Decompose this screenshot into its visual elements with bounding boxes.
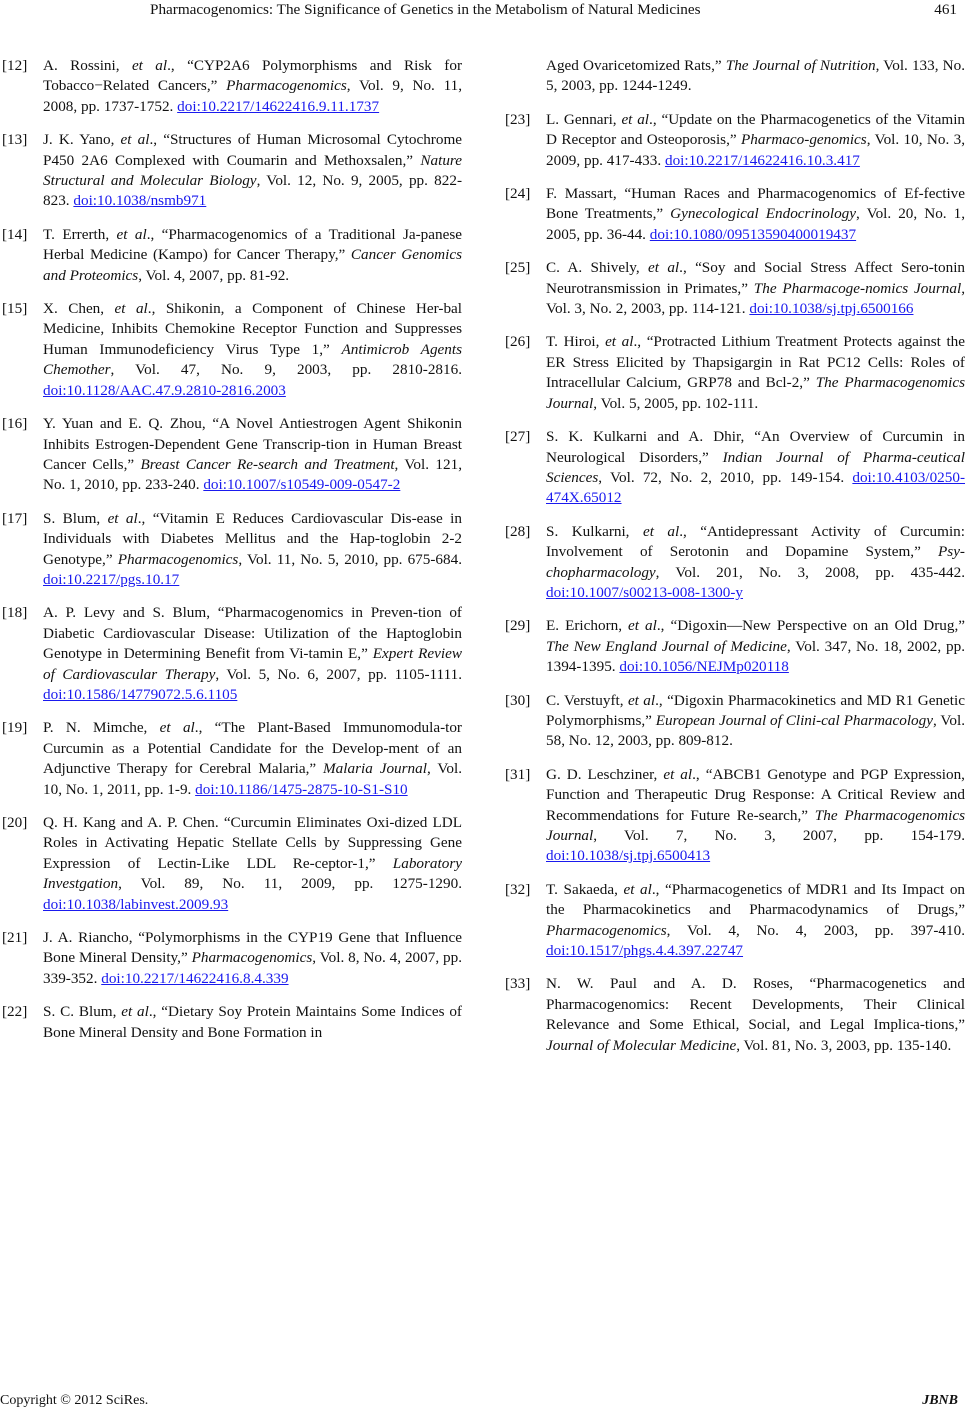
reference-segment: ., “Structures of Human Microsomal Cytochrome P450 2A6 Complexed with Coumarin and Methoxsalen,” bbox=[43, 131, 462, 169]
reference-segment: , Vol. 9, No. 11, 2008, pp. 1737-1752. bbox=[43, 77, 463, 115]
reference-entry bbox=[503, 880, 965, 962]
reference-segment: L. Gennari, bbox=[546, 110, 622, 128]
reference-number: [26] bbox=[505, 333, 531, 351]
reference-number: [31] bbox=[505, 765, 531, 783]
reference-segment: , Vol. 347, No. 18, 2002, pp. 1394-1395. bbox=[546, 637, 966, 676]
reference-text bbox=[546, 184, 965, 245]
journal-title: Nature Structural and Molecular Biology bbox=[43, 151, 462, 190]
doi-link[interactable]: doi:10.1038/nsmb971 bbox=[73, 192, 207, 210]
reference-segment: A. Rossini, bbox=[43, 57, 132, 74]
reference-entry bbox=[0, 928, 462, 989]
doi-link[interactable]: doi:10.2217/14622416.8.4.339 bbox=[101, 969, 289, 987]
reference-text bbox=[546, 691, 965, 752]
running-title: Pharmacogenomics: The Significance of Genetics in the Metabolism of Natural Medicines bbox=[150, 1, 701, 18]
journal-title: et al bbox=[116, 225, 147, 243]
journal-title: Expert Review of Cardiovascular Therapy bbox=[43, 645, 462, 683]
reference-number: [27] bbox=[505, 428, 531, 446]
doi-link[interactable]: doi:10.1007/s10549-009-0547-2 bbox=[203, 476, 401, 494]
journal-title: The New England Journal of Medicine bbox=[546, 637, 787, 655]
reference-entry bbox=[0, 813, 462, 915]
journal-title: Pharmacogenomics bbox=[117, 550, 239, 568]
journal-title: The Journal of Nutrition bbox=[725, 57, 876, 74]
journal-title: Pharmacogenomics bbox=[191, 949, 313, 967]
reference-text bbox=[546, 616, 965, 677]
journal-title: et al bbox=[627, 691, 656, 709]
reference-segment: , Vol. 10, No. 3, 2009, pp. 417-433. bbox=[546, 131, 965, 169]
reference-number: [16] bbox=[2, 415, 28, 433]
reference-segment: ., “Digoxin—New Perspective on an Old Drug,” bbox=[656, 617, 965, 635]
reference-segment: C. A. Shively, bbox=[546, 259, 649, 277]
journal-title: Pharmacogenomics bbox=[546, 921, 667, 939]
reference-segment: ., “Update on the Pharmacogenetics of the Vitamin D Receptor and Osteoporosis,” bbox=[546, 110, 966, 149]
reference-text bbox=[43, 509, 462, 591]
reference-entry bbox=[0, 603, 462, 705]
journal-abbreviation: JBNB bbox=[922, 1393, 958, 1408]
reference-segment: ., Shikonin, a Component of Chinese Her-bal Medicine, Inhibits Chemokine Receptor Function and Suppresses Human Immunodeficiency Virus Type 1,” bbox=[43, 300, 462, 358]
reference-segment: F. Massart, “Human Races and Pharmacogenomics of Ef-fective Bone Treatments,” bbox=[546, 185, 965, 223]
reference-text bbox=[546, 110, 965, 171]
journal-title: et al bbox=[107, 509, 138, 527]
reference-segment: , Vol. 11, No. 5, 2010, pp. 675-684. bbox=[238, 550, 462, 568]
reference-segment: S. K. Kulkarni and A. Dhir, “An Overview of Curcumin in Neurological Disorders,” bbox=[546, 428, 965, 466]
doi-link[interactable]: doi:10.4103/0250-474X.65012 bbox=[546, 468, 965, 507]
reference-text bbox=[43, 414, 462, 496]
reference-entry bbox=[503, 258, 965, 319]
journal-title: Pharmaco-genomics bbox=[741, 131, 867, 149]
reference-entry bbox=[503, 56, 965, 97]
reference-segment: T. Sakaeda, bbox=[546, 880, 624, 898]
reference-text bbox=[43, 299, 462, 401]
reference-entry bbox=[0, 718, 462, 800]
reference-entry bbox=[503, 691, 965, 752]
reference-entry bbox=[503, 765, 965, 867]
reference-segment: Y. Yuan and E. Q. Zhou, “A Novel Antiestrogen Agent Shikonin Inhibits Estrogen-Dependent Gene Transcrip-tion in Human Breast Cancer Cells,” bbox=[43, 415, 462, 473]
reference-number: [33] bbox=[505, 975, 531, 993]
reference-segment: S. C. Blum, bbox=[43, 1003, 122, 1021]
reference-text bbox=[43, 225, 462, 286]
reference-number: [13] bbox=[2, 131, 28, 149]
reference-segment: , Vol. 89, No. 11, 2009, pp. 1275-1290. bbox=[118, 875, 462, 893]
journal-title: et al bbox=[642, 522, 680, 540]
reference-number: [19] bbox=[2, 719, 28, 737]
reference-number: [17] bbox=[2, 509, 28, 527]
reference-entry bbox=[503, 110, 965, 171]
doi-link[interactable]: doi:10.2217/14622416.10.3.417 bbox=[664, 151, 860, 169]
reference-segment: G. D. Leschziner, bbox=[546, 765, 664, 783]
journal-title: et al bbox=[114, 300, 148, 318]
journal-title: Cancer Genomics and Proteomics bbox=[43, 246, 462, 284]
doi-link[interactable]: doi:10.1586/14779072.5.6.1105 bbox=[43, 685, 238, 703]
reference-segment: ., “CYP2A6 Polymorphisms and Risk for Tobacco−Related Cancers,” bbox=[43, 57, 463, 95]
reference-segment: ., “The Plant-Based Immunomodula-tor Curcumin as a Potential Candidate for the Develop-ment of an Adjunctive Therapy for Cerebral Malaria,” bbox=[43, 719, 462, 778]
reference-segment: ., “Vitamin E Reduces Cardiovascular Dis-ease in Individuals with Diabetes Mellitus and the Hap-toglobin 2-2 Genotype,” bbox=[43, 509, 462, 568]
reference-segment: , Vol. 8, No. 4, 2007, pp. 339-352. bbox=[43, 949, 462, 987]
reference-number: [30] bbox=[505, 691, 531, 709]
journal-title: The Pharmacogenomics Journal bbox=[546, 374, 965, 412]
reference-number: [23] bbox=[505, 110, 531, 128]
journal-title: et al bbox=[648, 259, 680, 277]
reference-text bbox=[546, 427, 965, 509]
reference-entry bbox=[0, 1002, 462, 1043]
reference-entry bbox=[0, 56, 462, 117]
reference-number: [21] bbox=[2, 929, 28, 947]
reference-segment: , Vol. 10, No. 1, 2011, pp. 1-9. bbox=[43, 760, 462, 798]
reference-entry bbox=[0, 414, 462, 496]
doi-link[interactable]: doi:10.1080/09513590400019437 bbox=[649, 225, 857, 243]
journal-title: The Pharmacoge-nomics Journal bbox=[753, 279, 962, 297]
reference-column-right bbox=[503, 56, 965, 1069]
doi-link[interactable]: doi:10.1186/1475-2875-10-S1-S10 bbox=[195, 780, 408, 798]
reference-entry bbox=[0, 509, 462, 591]
journal-title: Laboratory Investgation bbox=[43, 854, 462, 893]
journal-title: et al bbox=[628, 617, 657, 635]
reference-text bbox=[43, 928, 462, 989]
reference-number: [24] bbox=[505, 185, 531, 203]
reference-entry bbox=[503, 332, 965, 414]
reference-segment: Aged Ovaricetomized Rats,” bbox=[546, 57, 726, 74]
doi-link[interactable]: doi:10.1038/sj.tpj.6500166 bbox=[749, 300, 914, 318]
reference-segment: T. Errerth, bbox=[43, 225, 117, 243]
reference-segment: , Vol. 20, No. 1, 2005, pp. 36-44. bbox=[546, 205, 965, 243]
journal-title: Indian Journal of Pharma-ceutical Sciences bbox=[546, 448, 965, 486]
doi-link[interactable]: doi:10.1128/AAC.47.9.2810-2816.2003 bbox=[43, 381, 286, 399]
doi-link[interactable]: doi:10.1517/phgs.4.4.397.22747 bbox=[546, 942, 744, 960]
reference-segment: ., “Soy and Social Stress Affect Sero-tonin Neurotransmission in Primates,” bbox=[546, 259, 966, 297]
reference-text bbox=[546, 765, 965, 867]
journal-title: Malaria Journal bbox=[323, 760, 427, 778]
reference-segment: P. N. Mimche, bbox=[43, 719, 160, 737]
reference-entry bbox=[503, 522, 965, 604]
reference-number: [20] bbox=[2, 814, 28, 831]
reference-segment: , Vol. 133, No. 5, 2003, pp. 1244-1249. bbox=[546, 57, 966, 95]
reference-text bbox=[43, 813, 462, 915]
doi-link[interactable]: doi:10.1038/sj.tpj.6500413 bbox=[546, 847, 711, 865]
reference-segment: , Vol. 5, No. 6, 2007, pp. 1105-1111. bbox=[215, 665, 462, 683]
journal-title: European Journal of Clini-cal Pharmacology bbox=[655, 711, 933, 729]
reference-segment: ., “Digoxin Pharmacokinetics and MD R1 Genetic Polymorphisms,” bbox=[546, 691, 965, 729]
reference-segment: ., “Pharmacogenetics of MDR1 and Its Impact on the Pharmacokinetics and Pharmacodynamics of Drugs,” bbox=[546, 880, 966, 919]
reference-entry bbox=[0, 299, 462, 401]
reference-number: [12] bbox=[2, 57, 28, 74]
journal-title: Breast Cancer Re-search and Treatment bbox=[140, 455, 395, 473]
reference-segment: S. Kulkarni, bbox=[546, 522, 643, 540]
reference-segment: C. Verstuyft, bbox=[546, 691, 628, 709]
reference-segment: , Vol. 121, No. 1, 2010, pp. 233-240. bbox=[43, 455, 462, 494]
reference-segment: T. Hiroi, bbox=[546, 333, 606, 351]
reference-text bbox=[546, 56, 965, 97]
doi-link[interactable]: doi:10.2217/pgs.10.17 bbox=[43, 570, 180, 588]
reference-text bbox=[546, 258, 965, 319]
reference-number: [32] bbox=[505, 880, 531, 898]
journal-title: Gynecological Endocrinology bbox=[670, 205, 857, 223]
reference-number: [18] bbox=[2, 604, 28, 622]
reference-segment: , Vol. 58, No. 12, 2003, pp. 809-812. bbox=[546, 711, 965, 750]
reference-number: [28] bbox=[505, 522, 531, 540]
journal-title: et al bbox=[120, 131, 150, 149]
reference-segment: ., “Dietary Soy Protein Maintains Some Indices of Bone Mineral Density and Bone Formation in bbox=[43, 1003, 462, 1041]
journal-title: Antimicrob Agents Chemother bbox=[43, 340, 462, 379]
reference-number: [29] bbox=[505, 617, 531, 635]
doi-link[interactable]: doi:10.1007/s00213-008-1300-y bbox=[546, 583, 744, 601]
reference-segment: X. Chen, bbox=[43, 300, 115, 318]
reference-segment: , Vol. 7, No. 3, 2007, pp. 154-179. bbox=[593, 827, 965, 844]
reference-number: [15] bbox=[2, 300, 28, 318]
journal-title: et al bbox=[621, 110, 650, 128]
reference-segment: , Vol. 4, No. 4, 2003, pp. 397-410. bbox=[666, 921, 965, 939]
reference-text bbox=[546, 880, 965, 962]
reference-number: [14] bbox=[2, 225, 28, 243]
journal-title: et al bbox=[121, 1003, 149, 1021]
reference-segment: A. P. Levy and S. Blum, “Pharmacogenomics in Preven-tion of Diabetic Cardiovascular Disease: Utilization of the Haptoglobin Genotype in Determining Benefit from Vi-tamin E,” bbox=[43, 604, 462, 663]
reference-text bbox=[546, 522, 965, 604]
journal-title: Psy-chopharmacology bbox=[546, 543, 965, 581]
reference-segment: , Vol. 4, 2007, pp. 81-92. bbox=[138, 266, 290, 284]
journal-title: et al bbox=[623, 880, 652, 898]
journal-title: et al bbox=[605, 333, 634, 351]
reference-entry bbox=[503, 616, 965, 677]
reference-number bbox=[503, 56, 546, 97]
reference-segment: E. Erichorn, bbox=[546, 617, 629, 635]
doi-link[interactable]: doi:10.1038/labinvest.2009.93 bbox=[43, 895, 229, 913]
reference-segment: , Vol. 72, No. 2, 2010, pp. 149-154. bbox=[598, 468, 853, 486]
reference-segment: Q. H. Kang and A. P. Chen. “Curcumin Eliminates Oxi-dized LDL Roles in Activating Hepatic Stellate Cells by Suppressing Gene Expression of Lectin-Like LDL Re-ceptor-1,” bbox=[43, 814, 462, 872]
reference-segment: , Vol. 81, No. 3, 2003, pp. 135-140. bbox=[736, 1036, 952, 1054]
reference-entry bbox=[503, 427, 965, 509]
reference-column-left bbox=[0, 56, 462, 1056]
reference-segment: ., “Antidepressant Activity of Curcumin: Involvement of Serotonin and Dopamine System,” bbox=[546, 522, 965, 561]
page-number: 461 bbox=[934, 1, 957, 18]
doi-link[interactable]: doi:10.1056/NEJMp020118 bbox=[619, 658, 789, 676]
doi-link[interactable]: doi:10.2217/14622416.9.11.1737 bbox=[177, 97, 380, 115]
reference-entry bbox=[0, 225, 462, 286]
journal-title: Pharmacogenomics bbox=[226, 77, 347, 95]
reference-segment: , Vol. 5, 2005, pp. 102-111. bbox=[593, 394, 759, 412]
reference-number: [22] bbox=[2, 1003, 28, 1021]
reference-entry bbox=[0, 130, 462, 212]
reference-entry bbox=[503, 974, 965, 1056]
journal-title: et al bbox=[131, 57, 168, 74]
reference-segment: ., “ABCB1 Genotype and PGP Expression, Function and Therapeutic Drug Response: A Critical Review and Recommendations for Future Re-search,” bbox=[546, 765, 965, 824]
reference-text bbox=[43, 56, 462, 117]
running-header bbox=[0, 0, 968, 24]
reference-segment: , Vol. 201, No. 3, 2008, pp. 435-442. bbox=[655, 563, 965, 581]
reference-text bbox=[546, 332, 965, 414]
reference-text bbox=[43, 1002, 462, 1043]
copyright-notice: Copyright © 2012 SciRes. bbox=[0, 1393, 149, 1408]
reference-text bbox=[43, 130, 462, 212]
reference-segment: , Vol. 3, No. 2, 2003, pp. 114-121. bbox=[546, 279, 965, 318]
reference-segment: S. Blum, bbox=[43, 509, 108, 527]
reference-text bbox=[43, 718, 462, 800]
reference-segment: N. W. Paul and A. D. Roses, “Pharmacogenetics and Pharmacogenomics: Recent Developments, Their Clinical Relevance and Some Ethical, Social, and Legal Implica-tions,” bbox=[546, 975, 965, 1034]
reference-segment: , Vol. 12, No. 9, 2005, pp. 822-823. bbox=[43, 172, 462, 210]
reference-segment: ., “Protracted Lithium Treatment Protects against the ER Stress Elicited by Thapsigargin in Rat PC12 Cells: Roles of Intracellular Calcium, GRP78 and Bcl-2,” bbox=[546, 333, 965, 392]
reference-segment: J. A. Riancho, “Polymorphisms in the CYP19 Gene that Influence Bone Mineral Density,” bbox=[43, 929, 462, 967]
reference-segment: J. K. Yano, bbox=[43, 131, 121, 149]
reference-text bbox=[546, 974, 965, 1056]
reference-segment: , Vol. 47, No. 9, 2003, pp. 2810-2816. bbox=[110, 361, 462, 379]
reference-segment: ., “Pharmacogenomics of a Traditional Ja-panese Herbal Medicine (Kampo) for Cancer Therapy,” bbox=[43, 225, 463, 264]
page-footer bbox=[0, 1393, 968, 1413]
reference-text bbox=[43, 603, 462, 705]
journal-title: Journal of Molecular Medicine bbox=[546, 1036, 737, 1054]
journal-title: et al bbox=[159, 719, 195, 737]
reference-entry bbox=[503, 184, 965, 245]
journal-title: et al bbox=[663, 765, 693, 783]
reference-number: [25] bbox=[505, 259, 531, 277]
journal-title: The Pharmacogenomics Journal bbox=[546, 806, 965, 844]
